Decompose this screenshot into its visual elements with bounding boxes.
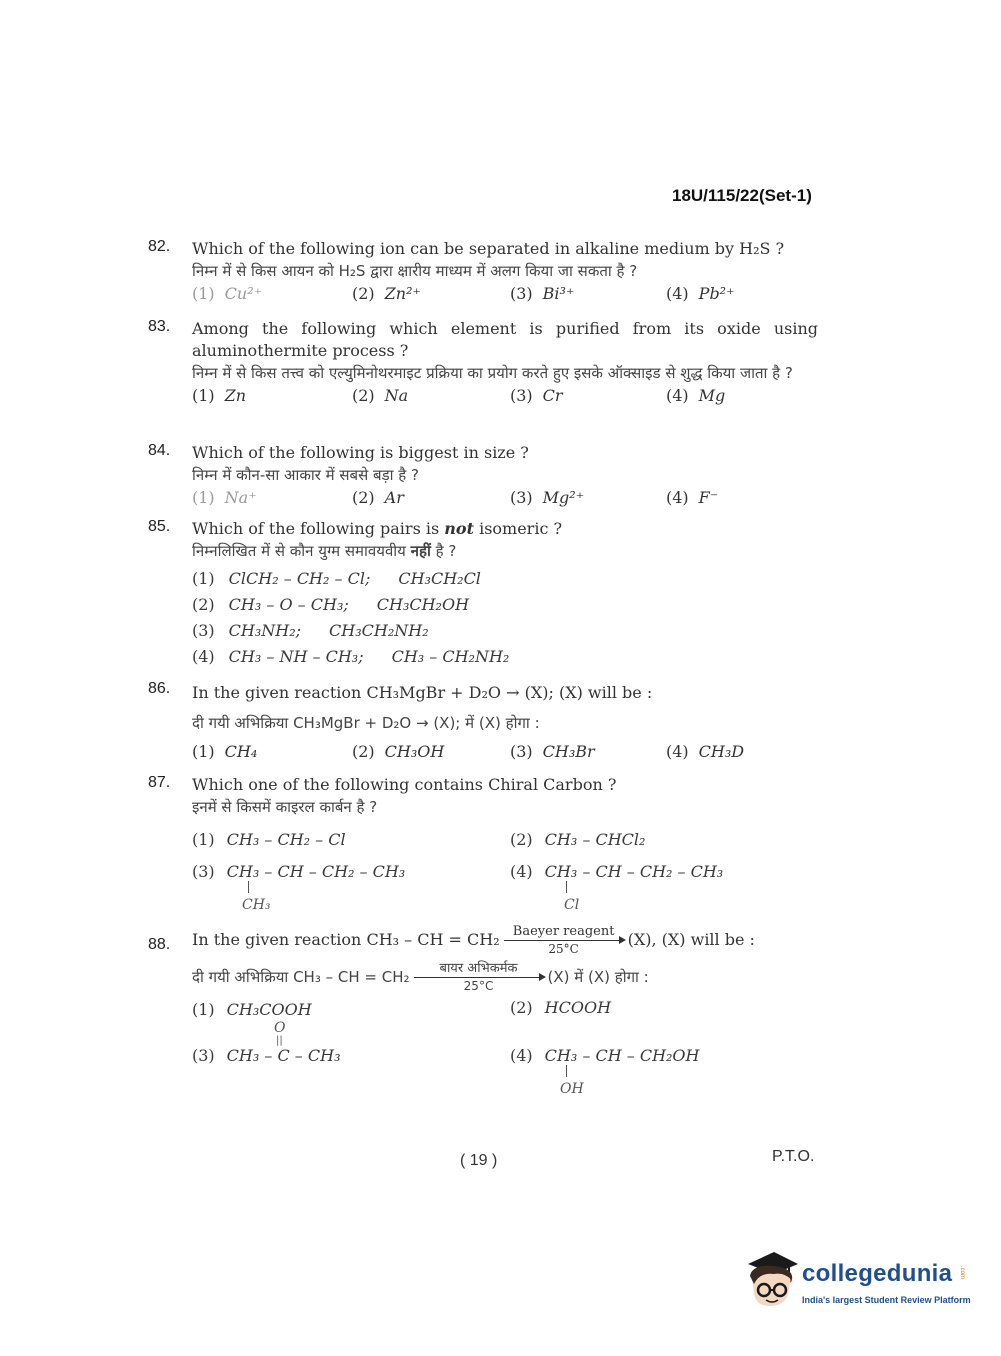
- question-number: 86.: [148, 680, 171, 697]
- question-82: [148, 238, 818, 310]
- question-text-hi: दी गयी अभिक्रिया CH₃ – CH = CH₂ बायर अभिकर्मक 25°C (X) में (X) होगा :: [192, 961, 649, 993]
- option-3: O || (3) CH₃ – C – CH₃: [192, 1020, 341, 1065]
- question-text-hi: निम्न में से किस तत्त्व को एल्युमिनोथरमाइट प्रक्रिया का प्रयोग करते हुए इसके ऑक्साइड से शुद्ध किया जाता है ?: [192, 364, 793, 382]
- question-text-hi: इनमें से किसमें काइरल कार्बन है ?: [192, 798, 378, 816]
- option-1: (1) Cu²⁺: [192, 284, 263, 303]
- option-4: (4) Mg: [666, 386, 726, 405]
- option-2: (2) CH₃ – CHCl₂: [510, 830, 646, 849]
- question-88: [148, 924, 818, 1108]
- option-3: (3) CH₃ – CH – CH₂ – CH₃ CH₃: [192, 862, 406, 913]
- option-4: (4) CH₃D: [666, 742, 745, 761]
- option-3: (3) CH₃Br: [510, 742, 595, 761]
- reaction-arrow: बायर अभिकर्मक 25°C: [414, 961, 544, 994]
- question-number: 84.: [148, 442, 171, 459]
- paper-code: 18U/115/22(Set-1): [672, 186, 812, 205]
- option-4: (4) CH₃ – NH – CH₃; CH₃ – CH₂NH₂: [192, 647, 510, 666]
- question-text-hi: निम्नलिखित में से कौन युग्म समावयवीय नहीं है ?: [192, 542, 457, 560]
- emphasis-nahin: नहीं: [410, 542, 431, 560]
- option-2: (2) Na: [352, 386, 409, 405]
- branch-ch3: CH₃: [242, 897, 271, 913]
- question-text-hi: निम्न में से किस आयन को H₂S द्वारा क्षारीय माध्यम में अलग किया जा सकता है ?: [192, 262, 638, 280]
- emphasis-not: not: [444, 519, 474, 538]
- question-text-en: Which one of the following contains Chiral Carbon ?: [192, 775, 617, 794]
- logo-tagline: India's largest Student Review Platform: [802, 1295, 971, 1305]
- options: [192, 386, 818, 412]
- question-number: 82.: [148, 238, 171, 255]
- options: [192, 566, 818, 670]
- question-text-en: Which of the following is biggest in size ?: [192, 443, 529, 462]
- question-number: 83.: [148, 318, 171, 335]
- page-number: ( 19 ): [460, 1152, 498, 1169]
- option-2: (2) Zn²⁺: [352, 284, 421, 303]
- question-83: [148, 318, 818, 412]
- option-4: (4) F⁻: [666, 488, 719, 507]
- question-84: [148, 442, 818, 514]
- question-text-hi: निम्न में कौन-सा आकार में सबसे बड़ा है ?: [192, 466, 419, 484]
- option-2: (2) HCOOH: [510, 998, 612, 1017]
- option-1: (1) CH₃ – CH₂ – Cl: [192, 830, 346, 849]
- option-3: (3) CH₃NH₂; CH₃CH₂NH₂: [192, 621, 429, 640]
- options: [192, 284, 818, 310]
- option-1: (1) CH₄: [192, 742, 258, 761]
- options: [192, 742, 818, 768]
- question-text-hi: दी गयी अभिक्रिया CH₃MgBr + D₂O → (X); में (X) होगा :: [192, 714, 540, 732]
- question-text-en: Which of the following pairs is not isomeric ?: [192, 519, 563, 538]
- reaction-arrow: Baeyer reagent 25°C: [504, 924, 624, 957]
- branch-cl: Cl: [564, 897, 580, 913]
- option-1: (1) CH₃COOH: [192, 1000, 312, 1019]
- branch-oh: OH: [560, 1081, 584, 1097]
- question-text-en: Which of the following ion can be separated in alkaline medium by H₂S ?: [192, 239, 785, 258]
- question-number: 88.: [148, 936, 171, 953]
- question-text-en: Among the following which element is purified from its oxide using aluminothermite process ?: [192, 319, 818, 360]
- option-2: (2) CH₃ – O – CH₃; CH₃CH₂OH: [192, 595, 470, 614]
- option-3: (3) Cr: [510, 386, 563, 405]
- option-4: (4) CH₃ – CH – CH₂OH OH: [510, 1046, 700, 1097]
- question-text-en: In the given reaction CH₃MgBr + D₂O → (X); (X) will be :: [192, 683, 653, 702]
- question-85: [148, 518, 818, 670]
- options: [192, 488, 818, 514]
- option-4: (4) Pb²⁺: [666, 284, 735, 303]
- question-number: 85.: [148, 518, 171, 535]
- question-87: [148, 774, 818, 946]
- option-2: (2) Ar: [352, 488, 404, 507]
- option-1: (1) Zn: [192, 386, 247, 405]
- question-text-en: In the given reaction CH₃ – CH = CH₂ Baeyer reagent 25°C (X), (X) will be :: [192, 924, 755, 956]
- question-86: [148, 680, 818, 768]
- logo-com: .com: [959, 1266, 965, 1280]
- pto-label: P.T.O.: [772, 1148, 815, 1165]
- option-3: (3) Bi³⁺: [510, 284, 575, 303]
- mascot-icon: [744, 1250, 800, 1312]
- option-1: (1) Na⁺: [192, 488, 257, 507]
- options: [192, 998, 818, 1108]
- option-4: (4) CH₃ – CH – CH₂ – CH₃ Cl: [510, 862, 724, 913]
- option-2: (2) CH₃OH: [352, 742, 445, 761]
- option-3: (3) Mg²⁺: [510, 488, 585, 507]
- question-number: 87.: [148, 774, 171, 791]
- logo-wordmark: collegedunia: [802, 1260, 953, 1287]
- option-1: (1) ClCH₂ – CH₂ – Cl; CH₃CH₂Cl: [192, 569, 481, 588]
- branch-o: O: [274, 1020, 286, 1036]
- collegedunia-logo[interactable]: [744, 1250, 974, 1314]
